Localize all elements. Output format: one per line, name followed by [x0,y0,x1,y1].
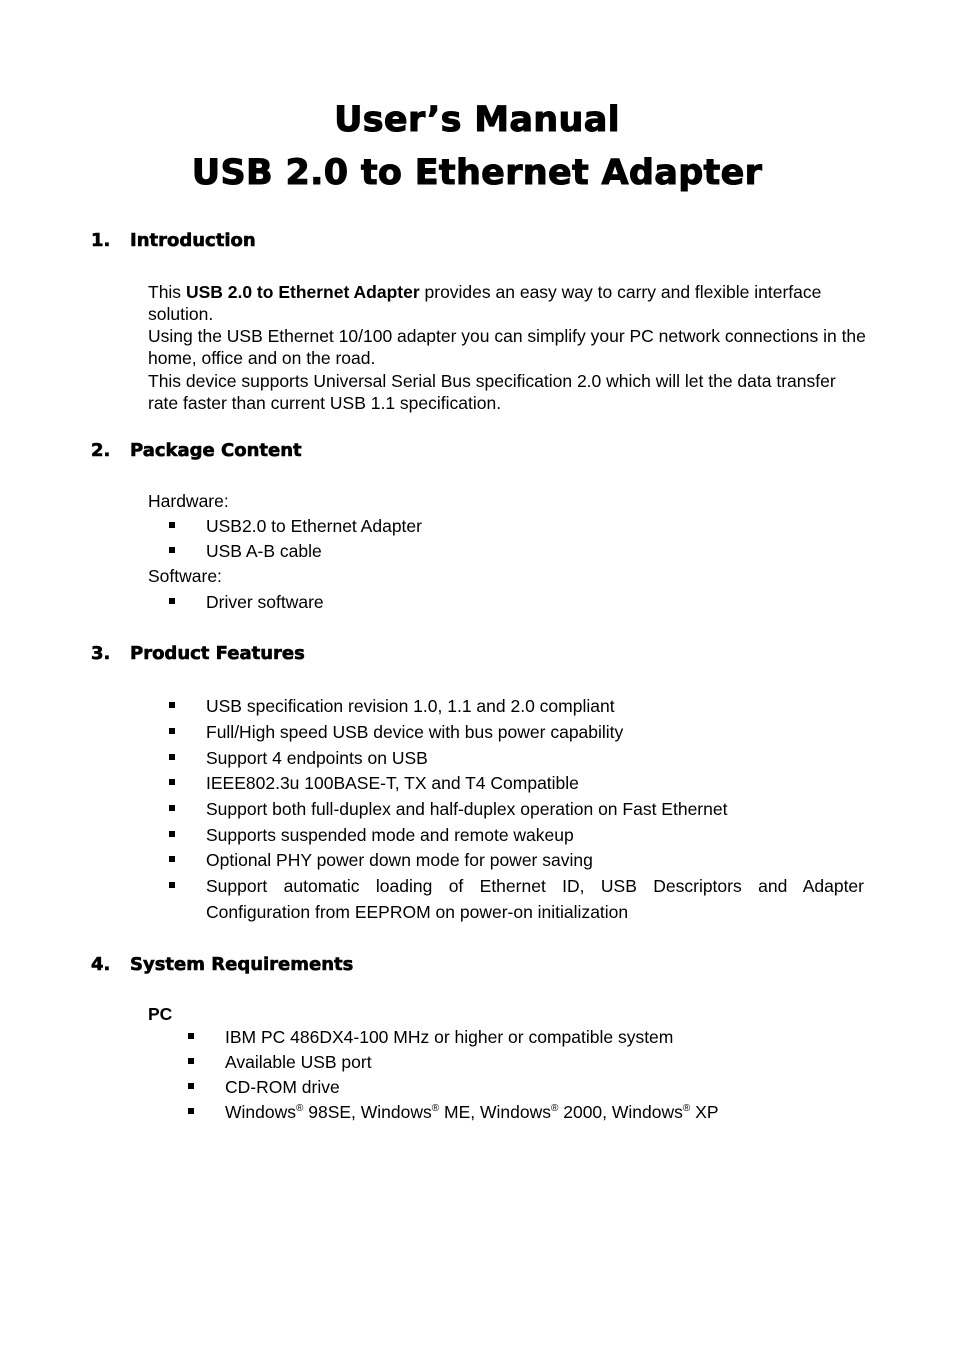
list-item-line: Support automatic loading of Ethernet ID, USB Descriptors and Adapter [206,876,864,896]
os-name: Windows [611,1102,683,1122]
list-item: Support 4 endpoints on USB [206,748,428,768]
bullet-icon [169,831,175,837]
section-title: Introduction [130,230,256,251]
section-heading-introduction [91,230,256,251]
section-number: 3. [91,643,111,664]
os-version: 2000, [558,1102,612,1122]
intro-paragraph-1 [148,281,868,326]
bullet-icon [169,702,175,708]
document-subtitle: USB 2.0 to Ethernet Adapter [191,153,763,193]
os-name: Windows [225,1102,296,1122]
list-item-line: Configuration from EEPROM on power-on initialization [206,902,629,922]
list-item: IBM PC 486DX4-100 MHz or higher or compatible system [225,1027,674,1047]
section-heading-package-content [91,440,302,461]
bullet-icon [169,856,175,862]
hardware-label: Hardware: [148,491,229,511]
os-version: ME, [439,1102,480,1122]
list-item-windows-versions [225,1102,719,1123]
bullet-icon [169,522,175,528]
os-version: 98SE, [303,1102,361,1122]
os-version: XP [690,1102,719,1122]
list-item [206,873,864,925]
intro-text: provides an easy way to carry and flexible interface solution. [148,282,822,325]
bullet-icon [188,1108,194,1114]
list-item: IEEE802.3u 100BASE-T, TX and T4 Compatible [206,773,579,793]
pc-label: PC [148,1004,173,1024]
list-item: CD-ROM drive [225,1077,340,1097]
list-item: Supports suspended mode and remote wakeup [206,825,574,845]
software-label: Software: [148,566,222,586]
document-title: User’s Manual [334,100,620,140]
os-name: Windows [480,1102,551,1122]
bullet-icon [169,805,175,811]
intro-paragraph-3: This device supports Universal Serial Bus specification 2.0 which will let the data transfer rate faster than current USB 1.1 specification. [148,371,836,414]
registered-mark: ® [551,1103,559,1114]
section-title: System Requirements [130,954,354,975]
list-item: Support both full-duplex and half-duplex operation on Fast Ethernet [206,799,728,819]
section-title: Product Features [130,643,305,664]
bullet-icon [188,1033,194,1039]
intro-paragraph-2: Using the USB Ethernet 10/100 adapter you can simplify your PC network connections in the home, office and on the road. [148,326,866,369]
list-item: Available USB port [225,1052,372,1072]
registered-mark: ® [296,1103,304,1114]
section-number: 4. [91,954,111,975]
bullet-icon [188,1058,194,1064]
registered-mark: ® [682,1103,691,1114]
list-item: USB2.0 to Ethernet Adapter [206,516,422,536]
bullet-icon [169,598,175,604]
list-item: Full/High speed USB device with bus power capability [206,722,624,742]
bullet-icon [169,779,175,785]
bullet-icon [169,882,175,888]
product-name: USB 2.0 to Ethernet Adapter [185,282,420,302]
section-title: Package Content [130,440,302,461]
section-heading-product-features [91,643,305,664]
registered-mark: ® [431,1103,440,1114]
section-number: 1. [91,230,111,251]
section-heading-system-requirements [91,954,353,975]
os-name: Windows [360,1102,432,1122]
section-number: 2. [91,440,111,461]
bullet-icon [188,1083,194,1089]
bullet-icon [169,728,175,734]
intro-text: This [148,282,186,302]
list-item: Driver software [206,592,324,612]
bullet-icon [169,547,175,553]
list-item: Optional PHY power down mode for power saving [206,850,593,870]
list-item: USB A-B cable [206,541,322,561]
list-item: USB specification revision 1.0, 1.1 and 2.0 compliant [206,696,615,716]
bullet-icon [169,754,175,760]
